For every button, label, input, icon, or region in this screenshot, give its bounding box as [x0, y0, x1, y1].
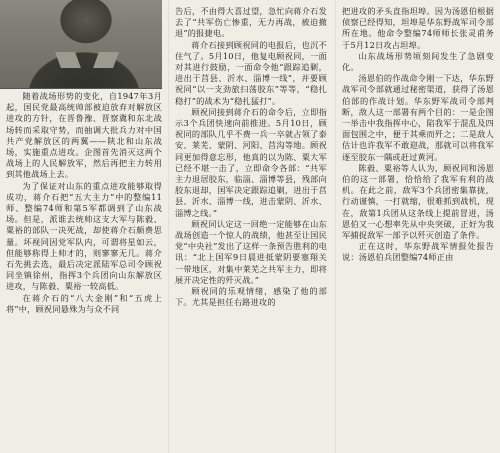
paragraph: 告后，不由得大喜过望，急忙向蒋介石发去了“共军伤亡惨重，无力再战，被迫撤退”的报捷电。 — [175, 6, 327, 39]
paragraph: 汤恩伯的作战命令刚一下达，华东野战军司令部就通过秘密渠道，获得了汤恩伯部的作战计划。华东野军战司令部判断，敌人这一部署有两个目的：一是企图一举击中我指挥中心，陷我军于混乱及四面包围之中，便于其乘而歼之；二是敌人估计也许我军不敢迎战，那就可以将我军逐至胶东一隅或赶过黄河。 — [342, 73, 494, 162]
paragraph: 顾祝同接到蒋介石的命令后，立即指示3个兵团快速向前推进。5月10日，顾祝同的部队几乎不费一兵一卒就占领了泰安、莱芜、蒙阴、河阳、莒沟等地。顾祝同更加得意忘形，他真的以为陈、粟大军已经不堪一击了，立即命令各部：“共军主力退居胶东，临淄、淄博等县，残部向胶东退却，国军决定跟踪追剿，进出于莒县、沂水、淄博一线，进击蒙阴、沂水、淄博之线。” — [175, 106, 327, 218]
paragraph: 为了保证对山东的重点进攻能够取得成功，蒋介石把“五大主力”中的整编11师、整编74师和第5军都调到了山东战场。但是，派谁去统帅这支大军与陈毅、粟裕的部队一决死战，却使蒋介石颇费思量。坏视同因党军队内，可谓将星如云，但能够称得上帅才的，则寥寥无几。蒋介石先挑去选，最后决定派陆军总司令顾祝同坐镇徐州，指挥3个兵团向山东解放区进攻，与陈毅、粟裕一较高低。 — [6, 180, 162, 292]
text-column-1 — [6, 91, 162, 315]
paragraph: 顾祝同认定这一回绝一定能够在山东战场创造一个惊人的战绩，他甚至让国民党“中央社”发出了这样一条预告胜利的电讯：“北上国军9日晨进抵蒙阴要塞翔关一带地区，对集中莱芜之共军主力，即将展开决定性的歼灭战。” — [175, 218, 327, 285]
column-divider — [335, 0, 336, 453]
paragraph: 把进攻的矛头直指坦埠。因为汤恩伯根据侦察已经得知，坦埠是华东野战军司令部所在地。他命令整编74师师长张灵甫务于5月12日攻占坦埠。 — [342, 6, 494, 50]
paragraph: 山东战场形势顷刻间发生了急剧变化。 — [342, 50, 494, 73]
text-column-2 — [175, 6, 327, 308]
uniform-collar-left — [55, 52, 81, 68]
paragraph: 在蒋介石的“八大金刚”和“五虎上将”中，顾祝同悬殊为与众不同 — [6, 292, 162, 314]
text-column-3 — [342, 6, 494, 264]
paragraph: 顾祝同的乐观情绪，感染了他的部下。尤其是担任右路进攻的 — [175, 286, 327, 308]
uniform-collar-right — [93, 52, 119, 68]
column-divider — [168, 0, 169, 453]
paragraph: 正在这时，华东野战军情报处报告说：汤恩伯兵团整编74师正由 — [342, 241, 494, 263]
portrait-photo — [0, 0, 162, 89]
paragraph: 陈毅、粟裕等人认为，顾祝同和汤恩伯的这一部署，恰恰给了我军有利的战机。在此之前，敌军3个兵团密集靠拢，行动谨慎，一打就缩，很难抓到战机，现在，敌第1兵团从这条线上提前冒进，汤恩伯又一心想率先从中央突破，正好为我军捕捉敌军一部予以歼灭创造了条件。 — [342, 162, 494, 241]
paragraph: 随着战场形势的变化，自1947年3月起，国民党最高统帅部被迫放弃对解放区进攻的方针，在晋鲁豫、晋察冀和东北战场转而采取守势，而抽调大批兵力对中国共产党解放区的两翼——陕北和山东战场，实施重点进攻。企图首先消灭这两个战场上的人民解放军，然后再把主力转用到其他战场上去。 — [6, 91, 162, 180]
paragraph: 蒋介石接到顾祝同的电报后，也沉不住气了。5月10日，他复电顾祝同，一面对其进行鼓励，一面命令他“跟踪追剿，进出于莒县、沂水、淄博一线”，并要顾祝同“以一支劲旅扫荡胶东”等等，“稳扎稳打”的战术为“稳扎猛打”。 — [175, 39, 327, 106]
